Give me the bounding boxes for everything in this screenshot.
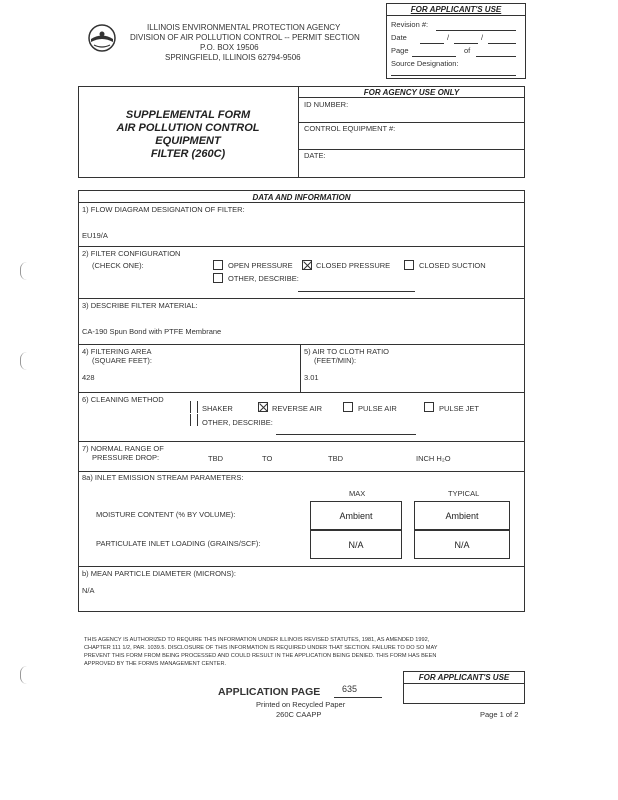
scan-mark <box>20 262 27 280</box>
q5-sub: (FEET/MIN): <box>314 356 357 365</box>
q2-sub: (CHECK ONE): <box>92 261 144 270</box>
data-section-title: DATA AND INFORMATION <box>252 193 351 202</box>
open-pressure-checkbox[interactable] <box>213 260 223 270</box>
date-field-day[interactable] <box>454 43 478 44</box>
q1-value[interactable]: EU19/A <box>82 231 108 240</box>
col-max-header: MAX <box>349 489 366 498</box>
source-designation-field[interactable] <box>391 75 516 76</box>
q4-sub: (SQUARE FEET): <box>92 356 153 365</box>
page-of-label: of <box>464 46 471 55</box>
other-cleaning-label: OTHER, DESCRIBE: <box>202 418 273 427</box>
agency-use-title: FOR AGENCY USE ONLY <box>363 88 460 97</box>
agency-division: DIVISION OF AIR POLLUTION CONTROL -- PERMIT SECTION <box>130 33 360 42</box>
scan-mark <box>20 666 27 684</box>
pressure-drop-to[interactable]: TBD <box>328 454 343 463</box>
q3-value[interactable]: CA-190 Spun Bond with PTFE Membrane <box>82 327 222 336</box>
q5-value[interactable]: 3.01 <box>304 373 319 382</box>
page-of-field[interactable] <box>476 56 516 57</box>
col-typical-header: TYPICAL <box>448 489 480 498</box>
agency-date-label: DATE: <box>304 151 326 160</box>
pulse-air-label: PULSE AIR <box>358 404 397 413</box>
revision-field[interactable] <box>436 30 516 31</box>
moisture-max-value: Ambient <box>339 511 373 521</box>
q8b-value[interactable]: N/A <box>82 586 95 595</box>
application-page-value[interactable]: 635 <box>342 684 358 694</box>
q3-label: 3) DESCRIBE FILTER MATERIAL: <box>82 301 198 310</box>
recycled-paper-note: Printed on Recycled Paper <box>256 700 346 709</box>
other-config-field[interactable] <box>298 291 415 292</box>
control-equipment-label: CONTROL EQUIPMENT #: <box>304 124 396 133</box>
open-pressure-label: OPEN PRESSURE <box>228 261 293 270</box>
pressure-drop-to-label: TO <box>262 454 273 463</box>
q4-value[interactable]: 428 <box>82 373 95 382</box>
date-field-year[interactable] <box>488 43 516 44</box>
moisture-label: MOISTURE CONTENT (% BY VOLUME): <box>96 510 236 519</box>
pulse-jet-label: PULSE JET <box>439 404 480 413</box>
q7-label: 7) NORMAL RANGE OF <box>82 444 164 453</box>
notice-line-3: PREVENT THIS FORM FROM BEING PROCESSED AND COULD RESULT IN THE APPLICATION BEING DENIED. THIS FORM HAS BEEN <box>84 653 437 659</box>
closed-suction-label: CLOSED SUCTION <box>419 261 486 270</box>
q4-label: 4) FILTERING AREA <box>82 347 152 356</box>
notice-line-1: THIS AGENCY IS AUTHORIZED TO REQUIRE THIS INFORMATION UNDER ILLINOIS REVISED STATUTES, 1981, AS AMENDED 1992, <box>84 637 430 643</box>
page-field[interactable] <box>412 56 456 57</box>
agency-address: SPRINGFIELD, ILLINOIS 62794-9506 <box>165 53 301 62</box>
footer-applicants-use-title: FOR APPLICANT'S USE <box>418 673 510 682</box>
form-code: 260C CAAPP <box>276 710 322 719</box>
page-label: Page <box>391 46 409 55</box>
revision-label: Revision #: <box>391 20 429 29</box>
agency-name: ILLINOIS ENVIRONMENTAL PROTECTION AGENCY <box>147 23 341 32</box>
source-designation-label: Source Designation: <box>391 59 459 68</box>
closed-suction-checkbox[interactable] <box>404 260 414 270</box>
other-config-checkbox[interactable] <box>213 273 223 283</box>
date-field-month[interactable] <box>420 43 444 44</box>
q5-label: 5) AIR TO CLOTH RATIO <box>304 347 390 356</box>
id-number-label: ID NUMBER: <box>304 100 349 109</box>
application-page-label: APPLICATION PAGE <box>218 686 321 698</box>
shaker-label: SHAKER <box>202 404 233 413</box>
date-label: Date <box>391 33 407 42</box>
particulate-max-value: N/A <box>348 540 364 550</box>
other-config-label: OTHER, DESCRIBE: <box>228 274 299 283</box>
closed-pressure-checkbox[interactable] <box>302 260 312 270</box>
reverse-air-label: REVERSE AIR <box>272 404 323 413</box>
agency-po-box: P.O. BOX 19506 <box>200 43 259 52</box>
illinois-epa-seal-icon <box>88 24 116 52</box>
pulse-jet-checkbox[interactable] <box>424 402 434 412</box>
pressure-drop-unit: INCH H₂O <box>416 454 451 463</box>
page-count: Page 1 of 2 <box>480 710 519 719</box>
particulate-typical-value: N/A <box>454 540 470 550</box>
reverse-air-checkbox[interactable] <box>258 402 268 412</box>
q2-label: 2) FILTER CONFIGURATION <box>82 249 181 258</box>
q8b-label: b) MEAN PARTICLE DIAMETER (MICRONS): <box>82 569 236 578</box>
q8a-label: 8a) INLET EMISSION STREAM PARAMETERS: <box>82 473 244 482</box>
closed-pressure-label: CLOSED PRESSURE <box>316 261 391 270</box>
notice-line-4: APPROVED BY THE FORMS MANAGEMENT CENTER. <box>84 661 227 667</box>
pulse-air-checkbox[interactable] <box>343 402 353 412</box>
scan-mark <box>20 352 27 370</box>
applicants-use-title: FOR APPLICANT'S USE <box>410 5 502 14</box>
q6-label: 6) CLEANING METHOD <box>82 395 164 404</box>
q1-label: 1) FLOW DIAGRAM DESIGNATION OF FILTER: <box>82 205 245 214</box>
q7-sub: PRESSURE DROP: <box>92 453 160 462</box>
other-cleaning-field[interactable] <box>276 434 416 435</box>
form-title: SUPPLEMENTAL FORM AIR POLLUTION CONTROL EQUIPMENT FILTER (260C) <box>116 109 260 160</box>
moisture-typical-value: Ambient <box>445 511 479 521</box>
particulate-label: PARTICULATE INLET LOADING (GRAINS/SCF): <box>96 539 261 548</box>
pressure-drop-from[interactable]: TBD <box>208 454 223 463</box>
notice-line-2: CHAPTER 111 1/2, PAR. 1039.5. DISCLOSURE OF THIS INFORMATION IS REQUIRED UNDER THAT SECTION. FAILURE TO DO SO MAY <box>84 645 438 651</box>
